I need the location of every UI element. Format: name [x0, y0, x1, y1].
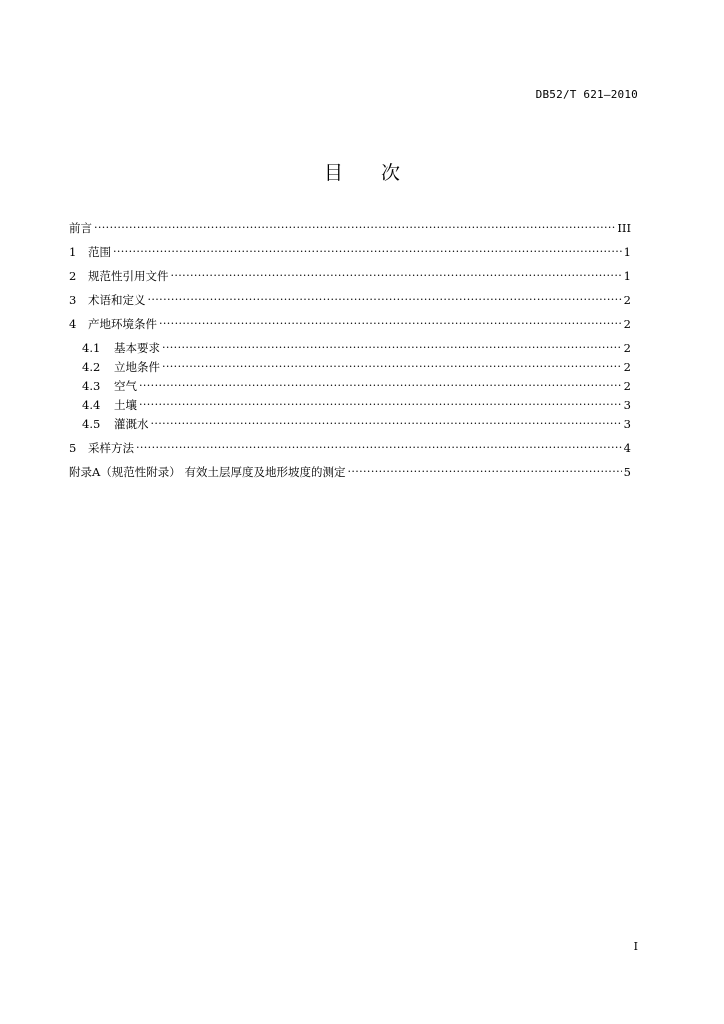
toc-entry-page: 2 — [623, 379, 631, 393]
toc-leader-dots — [171, 266, 622, 280]
toc-entry-label: 立地条件 — [114, 360, 160, 374]
toc-entry-label: 前言 — [69, 221, 92, 235]
document-code: DB52/T 621—2010 — [535, 88, 638, 101]
toc-entry-label: 基本要求 — [114, 341, 160, 355]
toc-entry-3[interactable] — [69, 290, 631, 307]
toc-entry-number: 2 — [69, 269, 77, 283]
toc-entry-4-4[interactable] — [69, 395, 631, 412]
page-title: 目次 — [323, 162, 438, 184]
toc-leader-dots — [113, 242, 622, 256]
toc-entry-label: 产地环境条件 — [88, 317, 157, 331]
toc-entry-1[interactable] — [69, 242, 631, 259]
toc-leader-dots — [162, 338, 622, 352]
toc-entry-page: 1 — [623, 245, 631, 259]
toc-entry-number: 4.5 — [82, 417, 101, 431]
toc-leader-dots — [148, 290, 622, 304]
table-of-contents — [69, 218, 631, 486]
toc-entry-label: 采样方法 — [88, 441, 134, 455]
toc-leader-dots — [139, 376, 622, 390]
toc-entry-label: 范围 — [88, 245, 111, 259]
toc-entry-page: III — [617, 221, 631, 235]
toc-leader-dots — [159, 314, 622, 328]
toc-entry-label: 空气 — [114, 379, 137, 393]
toc-entry-number: 4.1 — [82, 341, 101, 355]
toc-leader-dots — [136, 438, 622, 452]
toc-leader-dots — [94, 218, 615, 232]
toc-entry-appendix-a[interactable] — [69, 462, 631, 479]
toc-entry-4[interactable] — [69, 314, 631, 331]
toc-entry-page: 2 — [623, 360, 631, 374]
toc-leader-dots — [139, 395, 622, 409]
toc-entry-page: 4 — [623, 441, 631, 455]
toc-entry-page: 2 — [623, 317, 631, 331]
toc-entry-2[interactable] — [69, 266, 631, 283]
toc-entry-number: 4.2 — [82, 360, 101, 374]
toc-entry-number: 4.4 — [82, 398, 101, 412]
toc-entry-label: 规范性引用文件 — [88, 269, 169, 283]
toc-entry-4-1[interactable] — [69, 338, 631, 355]
toc-entry-page: 1 — [623, 269, 631, 283]
toc-entry-number: 3 — [69, 293, 77, 307]
toc-entry-page: 3 — [623, 417, 631, 431]
toc-entry-label: 灌溉水 — [114, 417, 149, 431]
toc-entry-number: 1 — [69, 245, 77, 259]
toc-entry-number: 5 — [69, 441, 77, 455]
toc-entry-number: 4.3 — [82, 379, 101, 393]
toc-entry-5[interactable] — [69, 438, 631, 455]
toc-entry-label: 术语和定义 — [88, 293, 146, 307]
toc-entry-4-3[interactable] — [69, 376, 631, 393]
toc-entry-label: 土壤 — [114, 398, 137, 412]
toc-entry-4-2[interactable] — [69, 357, 631, 374]
toc-leader-dots — [162, 357, 622, 371]
toc-entry-preface[interactable] — [69, 218, 631, 235]
page-number: I — [633, 940, 638, 953]
toc-entry-label: 附录A（规范性附录） 有效土层厚度及地形坡度的测定 — [69, 465, 346, 479]
toc-entry-page: 2 — [623, 341, 631, 355]
toc-leader-dots — [347, 462, 621, 476]
toc-entry-page: 3 — [623, 398, 631, 412]
toc-entry-page: 5 — [623, 465, 631, 479]
toc-entry-page: 2 — [623, 293, 631, 307]
toc-leader-dots — [151, 414, 622, 428]
toc-entry-4-5[interactable] — [69, 414, 631, 431]
toc-entry-number: 4 — [69, 317, 77, 331]
